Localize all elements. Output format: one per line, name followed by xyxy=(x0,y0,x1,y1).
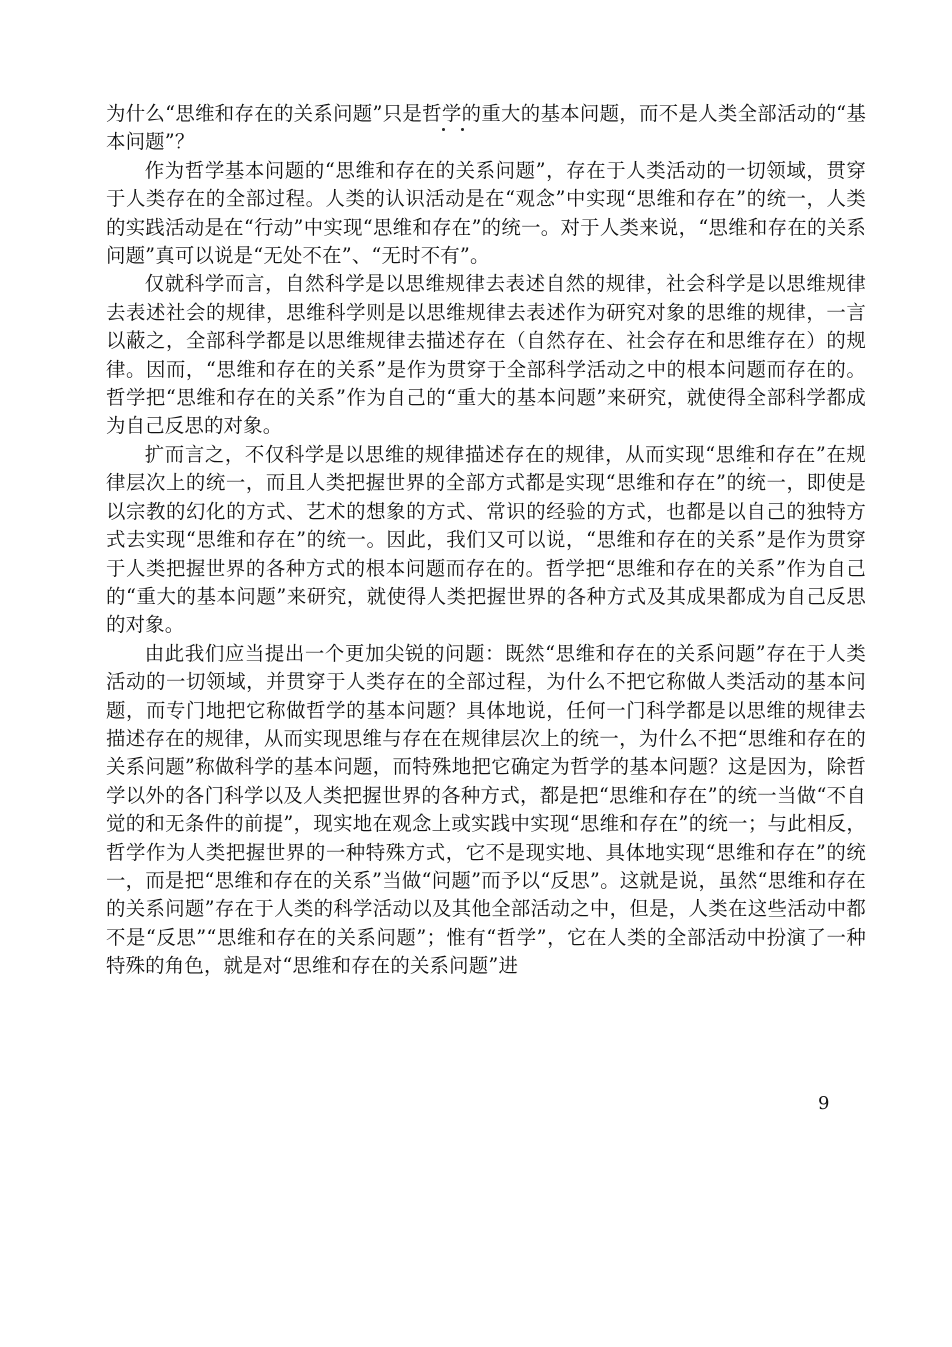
emphasis-dot-2 xyxy=(461,128,464,131)
scan-speck xyxy=(749,467,751,469)
paragraph-4: 扩而言之，不仅科学是以思维的规律描述存在的规律，从而实现“思维和存在”在规律层次上的统一，而且人类把握世界的全部方式都是实现“思维和存在”的统一，即使是以宗教的幻化的方式、艺术的想象的方式、常识的经验的方式，也都是以自己的独特方式去实现“思维和存在”的统一。因此，我们又可以说，“思维和存在的关系”是作为贯穿于人类把握世界的各种方式的根本问题而存在的。哲学把“思维和存在的关系”作为自己的“重大的基本问题”来研究，就使得人类把握世界的各种方式及其成果都成为自己反思的对象。 xyxy=(106,442,866,637)
paragraph-3: 仅就科学而言，自然科学是以思维规律去表述自然的规律，社会科学是以思维规律去表述社会的规律，思维科学则是以思维规律去表述作为研究对象的思维的规律，一言以蔽之，全部科学都是以思维规律去描述存在（自然存在、社会存在和思维存在）的规律。因而，“思维和存在的关系”是作为贯穿于全部科学活动之中的根本问题而存在的。哲学把“思维和存在的关系”作为自己的“重大的基本问题”来研究，就使得全部科学都成为自己反思的对象。 xyxy=(106,272,866,438)
paragraph-1: 为什么“思维和存在的关系问题”只是哲学的重大的基本问题，而不是人类全部活动的“基本问题”？ xyxy=(106,102,866,154)
paragraph-5: 由此我们应当提出一个更加尖锐的问题：既然“思维和存在的关系问题”存在于人类活动的一切领域，并贯穿于人类存在的全部过程，为什么不把它称做人类活动的基本问题，而专门地把它称做哲学的基本问题？具体地说，任何一门科学都是以思维的规律去描述存在的规律，从而实现思维与存在在规律层次上的统一，为什么不把“思维和存在的关系问题”称做科学的基本问题，而特殊地把它确定为哲学的基本问题？这是因为，除哲学以外的各门科学以及人类把握世界的各种方式，都是把“思维和存在”的统一当做“不自觉的和无条件的前提”，现实地在观念上或实践中实现“思维和存在”的统一；与此相反，哲学作为人类把握世界的一种特殊方式，它不是现实地、具体地实现“思维和存在”的统一，而是把“思维和存在的关系”当做“问题”而予以“反思”。这就是说，虽然“思维和存在的关系问题”存在于人类的科学活动以及其他全部活动之中，但是，人类在这些活动中都不是“反思”“思维和存在的关系问题”；惟有“哲学”，它在人类的全部活动中扮演了一种特殊的角色，就是对“思维和存在的关系问题”进 xyxy=(106,641,866,978)
document-body xyxy=(106,100,866,981)
page-number: 9 xyxy=(818,1093,830,1114)
paragraph-2: 作为哲学基本问题的“思维和存在的关系问题”，存在于人类活动的一切领域，贯穿于人类存在的全部过程。人类的认识活动是在“观念”中实现“思维和存在”的统一，人类的实践活动是在“行动”中实现“思维和存在”的统一。对于人类来说，“思维和存在的关系问题”真可以说是“无处不在”、“无时不有”。 xyxy=(106,158,866,268)
emphasis-dot-1 xyxy=(442,128,445,131)
